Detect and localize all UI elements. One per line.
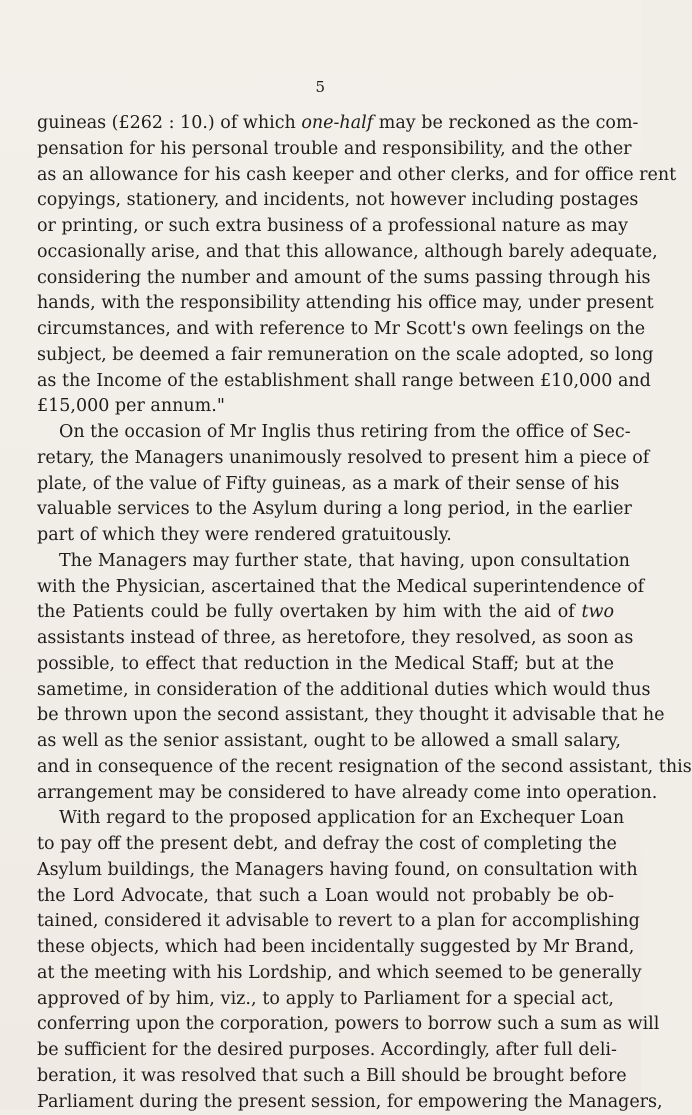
- text-line: to pay off the present debt, and defray the cost of completing the: [37, 832, 614, 858]
- text-line: With regard to the proposed application for an Exchequer Loan: [37, 806, 614, 832]
- text-line: be sufficient for the desired purposes. Accordingly, after full deli-: [37, 1038, 614, 1064]
- text-line: retary, the Managers unanimously resolved to present him a piece of: [37, 446, 614, 472]
- text-line: as an allowance for his cash keeper and other clerks, and for office rent: [37, 163, 614, 189]
- text-line: arrangement may be considered to have already come into operation.: [37, 781, 614, 807]
- text-line: considering the number and amount of the sums passing through his: [37, 266, 614, 292]
- text-line: On the occasion of Mr Inglis thus retiring from the office of Sec-: [37, 420, 614, 446]
- emphasis: two: [581, 602, 614, 622]
- emphasis: one-half: [301, 113, 373, 133]
- text-line: £15,000 per annum.": [37, 394, 614, 420]
- text-line: approved of by him, viz., to apply to Parliament for a special act,: [37, 987, 614, 1013]
- page-number: 5: [0, 78, 641, 96]
- text-line: conferring upon the corporation, powers to borrow such a sum as will: [37, 1012, 614, 1038]
- text-line: hands, with the responsibility attending his office may, under present: [37, 291, 614, 317]
- text-line: copyings, stationery, and incidents, not however including postages: [37, 188, 614, 214]
- text-line: part of which they were rendered gratuitously.: [37, 523, 614, 549]
- text-line: the Lord Advocate, that such a Loan would not probably be ob-: [37, 884, 614, 910]
- text-line: at the meeting with his Lordship, and which seemed to be generally: [37, 961, 614, 987]
- text-line: as the Income of the establishment shall range between £10,000 and: [37, 369, 614, 395]
- text-line: Asylum buildings, the Managers having found, on consultation with: [37, 858, 614, 884]
- text-line: as well as the senior assistant, ought to be allowed a small salary,: [37, 729, 614, 755]
- text-line: guineas (£262 : 10.) of which one-half may be reckoned as the com-: [37, 111, 614, 137]
- text-line: possible, to effect that reduction in the Medical Staff; but at the: [37, 652, 614, 678]
- text-line: The Managers may further state, that having, upon consultation: [37, 549, 614, 575]
- text-line: or printing, or such extra business of a professional nature as may: [37, 214, 614, 240]
- text-line: Parliament during the present session, for empowering the Managers,: [37, 1090, 614, 1115]
- text-line: valuable services to the Asylum during a long period, in the earlier: [37, 497, 614, 523]
- text-line: pensation for his personal trouble and responsibility, and the other: [37, 137, 614, 163]
- body-text: [37, 111, 614, 1115]
- text-line: and in consequence of the recent resignation of the second assistant, this: [37, 755, 614, 781]
- text-line: be thrown upon the second assistant, they thought it advisable that he: [37, 703, 614, 729]
- text-line: the Patients could be fully overtaken by him with the aid of two: [37, 600, 614, 626]
- text-line: circumstances, and with reference to Mr Scott's own feelings on the: [37, 317, 614, 343]
- text-line: with the Physician, ascertained that the Medical superintendence of: [37, 575, 614, 601]
- text-line: subject, be deemed a fair remuneration on the scale adopted, so long: [37, 343, 614, 369]
- text-line: sametime, in consideration of the additional duties which would thus: [37, 678, 614, 704]
- text-line: beration, it was resolved that such a Bill should be brought before: [37, 1064, 614, 1090]
- text-line: assistants instead of three, as heretofore, they resolved, as soon as: [37, 626, 614, 652]
- text-line: these objects, which had been incidentally suggested by Mr Brand,: [37, 935, 614, 961]
- text-line: tained, considered it advisable to revert to a plan for accomplishing: [37, 909, 614, 935]
- text-line: plate, of the value of Fifty guineas, as a mark of their sense of his: [37, 472, 614, 498]
- text-line: occasionally arise, and that this allowance, although barely adequate,: [37, 240, 614, 266]
